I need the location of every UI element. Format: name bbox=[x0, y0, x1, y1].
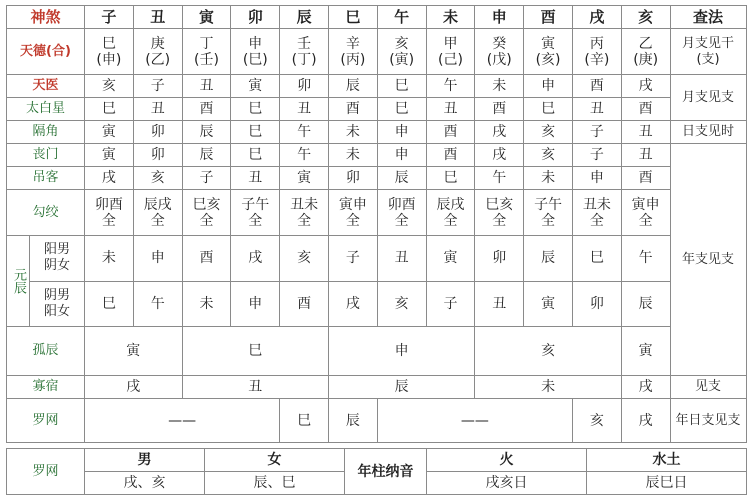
sangmen-label: 丧门 bbox=[7, 144, 85, 167]
guasu-cell: 丑 bbox=[182, 376, 328, 399]
sangmen-cell: 申 bbox=[377, 144, 426, 167]
tianyi-row bbox=[7, 75, 747, 98]
tiande-label: 天德(合) bbox=[7, 29, 85, 75]
branch-header: 未 bbox=[426, 6, 475, 29]
tianyi-cell: 丑 bbox=[182, 75, 231, 98]
tiande-cell: 寅 (亥) bbox=[524, 29, 573, 75]
tiande-cell: 壬 (丁) bbox=[280, 29, 329, 75]
sangmen-cell: 酉 bbox=[426, 144, 475, 167]
diaoke-cell: 午 bbox=[475, 167, 524, 190]
gejiao-cell: 戌 bbox=[475, 121, 524, 144]
yuanchen-cell: 午 bbox=[133, 281, 182, 327]
goujiao-cell: 卯酉 全 bbox=[85, 190, 134, 236]
guchen-row bbox=[7, 327, 747, 376]
diaoke-cell: 辰 bbox=[377, 167, 426, 190]
taibai-cell: 酉 bbox=[182, 98, 231, 121]
diaoke-cell: 戌 bbox=[85, 167, 134, 190]
goujiao-label: 勾绞 bbox=[7, 190, 85, 236]
tianyi-cell: 酉 bbox=[572, 75, 621, 98]
yuanchen-cell: 丑 bbox=[475, 281, 524, 327]
tianyi-cell: 亥 bbox=[85, 75, 134, 98]
yuanchen-cell: 酉 bbox=[182, 236, 231, 282]
tianyi-cell: 辰 bbox=[328, 75, 377, 98]
tiande-row bbox=[7, 29, 747, 75]
taibai-cell: 丑 bbox=[572, 98, 621, 121]
yuanchen-cell: 戌 bbox=[328, 281, 377, 327]
gejiao-rule: 日支见时 bbox=[670, 121, 746, 144]
yuanchen-cell: 子 bbox=[426, 281, 475, 327]
luowang-row bbox=[7, 399, 747, 443]
yuanchen-cell: 巳 bbox=[85, 281, 134, 327]
taibai-cell: 丑 bbox=[426, 98, 475, 121]
tiande-rule: 月支见干(支) bbox=[670, 29, 746, 75]
guchen-label: 孤辰 bbox=[7, 327, 85, 376]
yuanchen-cell: 巳 bbox=[572, 236, 621, 282]
guchen-cell: 寅 bbox=[85, 327, 183, 376]
gejiao-cell: 子 bbox=[572, 121, 621, 144]
yuanchen-cell: 戌 bbox=[231, 236, 280, 282]
taibai-cell: 巳 bbox=[231, 98, 280, 121]
tianyi-cell: 午 bbox=[426, 75, 475, 98]
tianyi-cell: 未 bbox=[475, 75, 524, 98]
taibai-cell: 巳 bbox=[524, 98, 573, 121]
goujiao-cell: 子午 全 bbox=[231, 190, 280, 236]
diaoke-cell: 寅 bbox=[280, 167, 329, 190]
sub-female-header: 女 bbox=[205, 449, 345, 472]
tianyi-cell: 巳 bbox=[377, 75, 426, 98]
tianyi-label: 天医 bbox=[7, 75, 85, 98]
luowang-cell: 亥 bbox=[572, 399, 621, 443]
diaoke-row bbox=[7, 167, 747, 190]
diaoke-cell: 巳 bbox=[426, 167, 475, 190]
gejiao-row bbox=[7, 121, 747, 144]
gejiao-cell: 午 bbox=[280, 121, 329, 144]
guasu-cell: 戌 bbox=[621, 376, 670, 399]
guasu-cell: 戌 bbox=[85, 376, 183, 399]
yuanchen-cell: 寅 bbox=[426, 236, 475, 282]
sub-header-row bbox=[7, 449, 747, 472]
branch-header: 戌 bbox=[572, 6, 621, 29]
diaoke-cell: 酉 bbox=[621, 167, 670, 190]
luowang-cell: 戌 bbox=[621, 399, 670, 443]
taibai-cell: 酉 bbox=[475, 98, 524, 121]
taibai-cell: 巳 bbox=[85, 98, 134, 121]
gejiao-cell: 申 bbox=[377, 121, 426, 144]
yuanchen-cell: 午 bbox=[621, 236, 670, 282]
yuanchen-cell: 辰 bbox=[621, 281, 670, 327]
yuanchen-cell: 卯 bbox=[572, 281, 621, 327]
header-row bbox=[7, 6, 747, 29]
goujiao-cell: 丑未 全 bbox=[280, 190, 329, 236]
goujiao-row bbox=[7, 190, 747, 236]
sangmen-cell: 巳 bbox=[231, 144, 280, 167]
tiande-cell: 亥 (寅) bbox=[377, 29, 426, 75]
sub-nayin: 年柱纳音 bbox=[345, 449, 427, 495]
guasu-rule: 见支 bbox=[670, 376, 746, 399]
goujiao-cell: 辰戌 全 bbox=[133, 190, 182, 236]
luowang-label: 罗网 bbox=[7, 399, 85, 443]
gejiao-cell: 卯 bbox=[133, 121, 182, 144]
sub-water-header: 水土 bbox=[587, 449, 747, 472]
yuanchen-cell: 未 bbox=[182, 281, 231, 327]
sub-fire-value: 戌亥日 bbox=[427, 472, 587, 495]
gejiao-cell: 亥 bbox=[524, 121, 573, 144]
luowang-rule: 年日支见支 bbox=[670, 399, 746, 443]
guasu-cell: 未 bbox=[475, 376, 621, 399]
tianyi-cell: 卯 bbox=[280, 75, 329, 98]
gejiao-cell: 酉 bbox=[426, 121, 475, 144]
yuanchen-cell: 未 bbox=[85, 236, 134, 282]
yuanchen-cell: 卯 bbox=[475, 236, 524, 282]
taibai-cell: 丑 bbox=[280, 98, 329, 121]
yuanchen-cell: 亥 bbox=[280, 236, 329, 282]
sangmen-cell: 亥 bbox=[524, 144, 573, 167]
diaoke-cell: 子 bbox=[182, 167, 231, 190]
goujiao-cell: 巳亥 全 bbox=[475, 190, 524, 236]
guchen-cell: 巳 bbox=[182, 327, 328, 376]
diaoke-label: 吊客 bbox=[7, 167, 85, 190]
yuanchen-group-2: 阴男 阳女 bbox=[43, 287, 70, 319]
yuanchen-cell: 子 bbox=[328, 236, 377, 282]
branch-header: 卯 bbox=[231, 6, 280, 29]
yuanchen-row-2 bbox=[7, 281, 747, 327]
gejiao-cell: 辰 bbox=[182, 121, 231, 144]
branch-header: 辰 bbox=[280, 6, 329, 29]
tianyi-cell: 子 bbox=[133, 75, 182, 98]
sangmen-cell: 辰 bbox=[182, 144, 231, 167]
yuanchen-cell: 丑 bbox=[377, 236, 426, 282]
goujiao-cell: 寅申 全 bbox=[328, 190, 377, 236]
yuanchen-cell: 寅 bbox=[524, 281, 573, 327]
gejiao-label: 隔角 bbox=[7, 121, 85, 144]
goujiao-cell: 寅申 全 bbox=[621, 190, 670, 236]
lookup-header: 查法 bbox=[670, 6, 746, 29]
yuanchen-cell: 亥 bbox=[377, 281, 426, 327]
nianzhi-rule: 年支见支 bbox=[670, 144, 746, 376]
sub-male-header: 男 bbox=[85, 449, 205, 472]
yuanchen-label: 元辰 bbox=[7, 236, 30, 326]
taibai-cell: 酉 bbox=[328, 98, 377, 121]
sangmen-cell: 寅 bbox=[85, 144, 134, 167]
diaoke-cell: 申 bbox=[572, 167, 621, 190]
guasu-label: 寡宿 bbox=[7, 376, 85, 399]
luowang-dash: —— bbox=[377, 399, 572, 443]
branch-header: 子 bbox=[85, 6, 134, 29]
goujiao-cell: 丑未 全 bbox=[572, 190, 621, 236]
diaoke-cell: 未 bbox=[524, 167, 573, 190]
sangmen-cell: 卯 bbox=[133, 144, 182, 167]
sangmen-row bbox=[7, 144, 747, 167]
diaoke-cell: 丑 bbox=[231, 167, 280, 190]
tianyi-cell: 寅 bbox=[231, 75, 280, 98]
taibai-label: 太白星 bbox=[7, 98, 85, 121]
branch-header: 巳 bbox=[328, 6, 377, 29]
sub-female-value: 辰、巳 bbox=[205, 472, 345, 495]
tiande-cell: 巳 (申) bbox=[85, 29, 134, 75]
diaoke-cell: 卯 bbox=[328, 167, 377, 190]
taibai-cell: 巳 bbox=[377, 98, 426, 121]
yuezhi-rule: 月支见支 bbox=[670, 75, 746, 121]
sangmen-cell: 午 bbox=[280, 144, 329, 167]
taibai-cell: 丑 bbox=[133, 98, 182, 121]
gejiao-cell: 丑 bbox=[621, 121, 670, 144]
branch-header: 亥 bbox=[621, 6, 670, 29]
branch-header: 寅 bbox=[182, 6, 231, 29]
gejiao-cell: 寅 bbox=[85, 121, 134, 144]
gejiao-cell: 巳 bbox=[231, 121, 280, 144]
luowang-cell: 巳 bbox=[280, 399, 329, 443]
taibai-row bbox=[7, 98, 747, 121]
luowang-cell: 辰 bbox=[328, 399, 377, 443]
yuanchen-cell: 申 bbox=[231, 281, 280, 327]
taibai-cell: 酉 bbox=[621, 98, 670, 121]
guchen-cell: 亥 bbox=[475, 327, 621, 376]
tiande-cell: 丁 (壬) bbox=[182, 29, 231, 75]
goujiao-cell: 辰戌 全 bbox=[426, 190, 475, 236]
branch-header: 申 bbox=[475, 6, 524, 29]
yuanchen-row-1 bbox=[7, 236, 747, 282]
tianyi-cell: 申 bbox=[524, 75, 573, 98]
header-corner: 神煞 bbox=[7, 6, 85, 29]
guasu-row bbox=[7, 376, 747, 399]
sangmen-cell: 戌 bbox=[475, 144, 524, 167]
shensha-table bbox=[6, 5, 747, 443]
yuanchen-cell: 酉 bbox=[280, 281, 329, 327]
yuanchen-group-1: 阳男 阴女 bbox=[30, 236, 84, 282]
sub-label: 罗网 bbox=[7, 449, 85, 495]
sangmen-cell: 丑 bbox=[621, 144, 670, 167]
tiande-cell: 申 (巳) bbox=[231, 29, 280, 75]
branch-header: 午 bbox=[377, 6, 426, 29]
yuanchen-cell: 辰 bbox=[524, 236, 573, 282]
yuanchen-label-block bbox=[7, 236, 85, 327]
diaoke-cell: 亥 bbox=[133, 167, 182, 190]
tiande-cell: 辛 (丙) bbox=[328, 29, 377, 75]
tiande-cell: 甲 (己) bbox=[426, 29, 475, 75]
tiande-cell: 癸 (戊) bbox=[475, 29, 524, 75]
goujiao-cell: 子午 全 bbox=[524, 190, 573, 236]
tianyi-cell: 戌 bbox=[621, 75, 670, 98]
sangmen-cell: 未 bbox=[328, 144, 377, 167]
goujiao-cell: 巳亥 全 bbox=[182, 190, 231, 236]
sub-male-value: 戌、亥 bbox=[85, 472, 205, 495]
luowang-detail-table bbox=[6, 448, 747, 495]
guasu-cell: 辰 bbox=[328, 376, 474, 399]
gejiao-cell: 未 bbox=[328, 121, 377, 144]
tiande-cell: 丙 (辛) bbox=[572, 29, 621, 75]
tiande-cell: 庚 (乙) bbox=[133, 29, 182, 75]
luowang-dash: —— bbox=[85, 399, 280, 443]
branch-header: 丑 bbox=[133, 6, 182, 29]
goujiao-cell: 卯酉 全 bbox=[377, 190, 426, 236]
guchen-cell: 寅 bbox=[621, 327, 670, 376]
sub-water-value: 辰巳日 bbox=[587, 472, 747, 495]
guchen-cell: 申 bbox=[328, 327, 474, 376]
branch-header: 酉 bbox=[524, 6, 573, 29]
yuanchen-cell: 申 bbox=[133, 236, 182, 282]
sangmen-cell: 子 bbox=[572, 144, 621, 167]
sub-fire-header: 火 bbox=[427, 449, 587, 472]
tiande-cell: 乙 (庚) bbox=[621, 29, 670, 75]
